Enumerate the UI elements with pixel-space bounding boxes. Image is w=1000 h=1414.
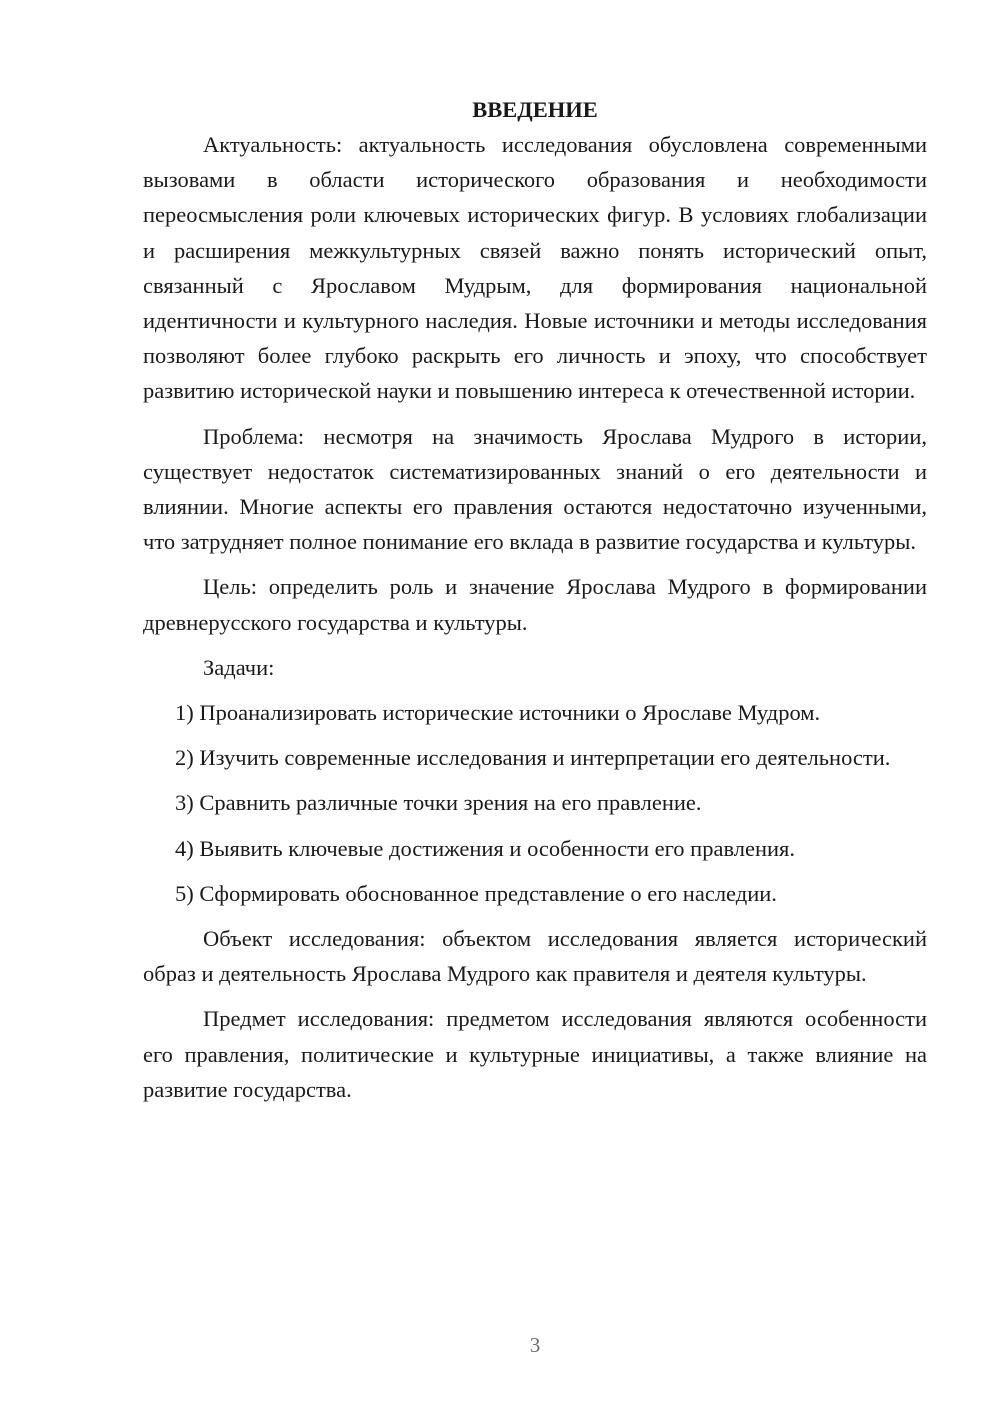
- paragraph-problem: Проблема: несмотря на значимость Ярослава Мудрого в истории, существует недостаток систематизированных знаний о его деятельности и влиянии. Многие аспекты его правления остаются недостаточно изученными, что затрудняет полное понимание его вклада в развитие государства и культуры.: [143, 423, 927, 555]
- page-number: 3: [529, 1333, 541, 1357]
- task-item-1: 1) Проанализировать исторические источники о Ярославе Мудром.: [175, 700, 821, 726]
- task-item-4: 4) Выявить ключевые достижения и особенности его правления.: [175, 835, 796, 861]
- task-item-3: 3) Сравнить различные точки зрения на его правление.: [175, 790, 702, 816]
- document-page: [143, 92, 927, 1107]
- tasks-heading: Задачи:: [203, 654, 275, 680]
- paragraph-relevance: Актуальность: актуальность исследования обусловлена современными вызовами в области исторического образования и необходимости переосмысления роли ключевых исторических фигур. В условиях глобализации и расширения межкультурных связей важно понять исторический опыт, связанный с Ярославом Мудрым, для формирования национальной идентичности и культурного наследия. Новые источники и методы исследования позволяют более глубоко раскрыть его личность и эпоху, что способствует развитию исторической науки и повышению интереса к отечественной истории.: [143, 132, 927, 404]
- paragraph-object: Объект исследования: объектом исследования является исторический образ и деятельность Ярослава Мудрого как правителя и деятеля культуры.: [143, 926, 927, 987]
- paragraph-subject: Предмет исследования: предметом исследования являются особенности его правления, политические и культурные инициативы, а также влияние на развитие государства.: [143, 1006, 927, 1102]
- paragraph-goal: Цель: определить роль и значение Ярослава Мудрого в формировании древнерусского государства и культуры.: [143, 574, 927, 635]
- task-item-5: 5) Сформировать обоснованное представление о его наследии.: [175, 880, 777, 906]
- page-title: ВВЕДЕНИЕ: [472, 97, 598, 122]
- task-item-2: 2) Изучить современные исследования и интерпретации его деятельности.: [175, 745, 891, 771]
